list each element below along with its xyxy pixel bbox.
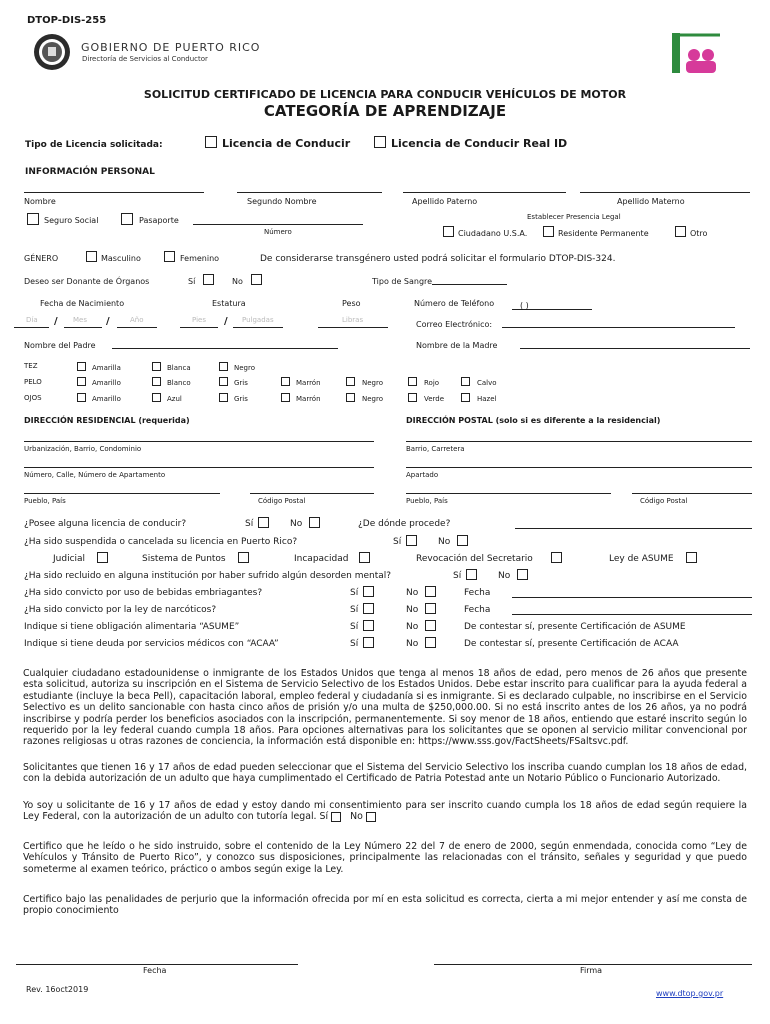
q1-from-text: ¿De dónde procede? xyxy=(358,519,451,529)
consent-si-checkbox[interactable] xyxy=(331,812,341,822)
res-pueblo-label: Pueblo, País xyxy=(24,497,66,505)
firma-label: Firma xyxy=(580,966,603,975)
materno-line[interactable] xyxy=(580,192,750,193)
pasaporte-label: Pasaporte xyxy=(139,216,179,225)
q2-no-label: No xyxy=(438,537,451,547)
puntos-checkbox[interactable] xyxy=(238,552,249,563)
q2-si-checkbox[interactable] xyxy=(406,535,417,546)
seguro-checkbox[interactable] xyxy=(27,213,39,225)
genero-label: GÉNERO xyxy=(24,254,59,263)
q7-text: Indique si tiene deuda por servicios médicos con “ACAA” xyxy=(24,639,279,649)
pelo-amarillo-checkbox[interactable] xyxy=(77,377,86,386)
telefono-area: ( ) xyxy=(520,301,529,310)
nombre-label: Nombre xyxy=(24,197,56,206)
res-calle-line[interactable] xyxy=(24,467,374,468)
correo-label: Correo Electrónico: xyxy=(416,320,493,329)
ojos-azul-label: Azul xyxy=(167,395,182,403)
telefono-label: Número de Teléfono xyxy=(414,299,495,308)
donante-si-label: Sí xyxy=(188,277,196,286)
q3-no-checkbox[interactable] xyxy=(517,569,528,580)
res-urb-line[interactable] xyxy=(24,441,374,442)
q7-note: De contestar sí, presente Certificación de ACAA xyxy=(464,639,679,649)
tez-blanca-checkbox[interactable] xyxy=(152,362,161,371)
q4-si-checkbox[interactable] xyxy=(363,586,374,597)
pelo-gris-checkbox[interactable] xyxy=(219,377,228,386)
paterno-line[interactable] xyxy=(403,192,566,193)
correo-line[interactable] xyxy=(502,327,735,328)
incapacidad-checkbox[interactable] xyxy=(359,552,370,563)
q7-si-checkbox[interactable] xyxy=(363,637,374,648)
tez-amarilla-label: Amarilla xyxy=(92,364,121,372)
q5-no-label: No xyxy=(406,605,419,615)
q2-si-label: Sí xyxy=(393,537,402,547)
slash-2: / xyxy=(106,316,110,327)
pelo-rojo-checkbox[interactable] xyxy=(408,377,417,386)
license-type-label: Tipo de Licencia solicitada: xyxy=(25,140,163,150)
q3-no-label: No xyxy=(498,571,511,581)
post-cp-line[interactable] xyxy=(632,493,752,494)
segundo-label: Segundo Nombre xyxy=(247,197,317,206)
revocacion-label: Revocación del Secretario xyxy=(416,554,533,564)
donante-no-checkbox[interactable] xyxy=(251,274,262,285)
pelo-amarillo-label: Amarillo xyxy=(92,379,121,387)
license-realid-label: Licencia de Conducir Real ID xyxy=(391,137,568,150)
asume-label: Ley de ASUME xyxy=(609,554,674,564)
pelo-negro-label: Negro xyxy=(362,379,383,387)
anio-hint: Año xyxy=(130,316,144,324)
res-calle-label: Número, Calle, Número de Apartamento xyxy=(24,471,166,479)
q5-si-checkbox[interactable] xyxy=(363,603,374,614)
incapacidad-label: Incapacidad xyxy=(294,554,349,564)
post-barrio-line[interactable] xyxy=(406,441,752,442)
post-apartado-line[interactable] xyxy=(406,467,752,468)
pulgadas-line[interactable] xyxy=(233,327,283,328)
agency-subtitle: Directoría de Servicios al Conductor xyxy=(82,55,208,63)
tez-label: TEZ xyxy=(24,362,38,370)
judicial-label: Judicial xyxy=(53,554,86,564)
paterno-label: Apellido Paterno xyxy=(412,197,478,206)
license-regular-checkbox[interactable] xyxy=(205,136,217,148)
q5-fecha-label: Fecha xyxy=(464,605,491,615)
residente-label: Residente Permanente xyxy=(558,229,649,238)
puntos-label: Sistema de Puntos xyxy=(142,554,226,564)
pelo-negro-checkbox[interactable] xyxy=(346,377,355,386)
perjury-paragraph: Certifico bajo las penalidades de perjurio que la información ofrecida por mí en esta solicitud es correcta, cierta a mi mejor entender y así me consta de propio conocimiento xyxy=(23,894,747,917)
license-regular-label: Licencia de Conducir xyxy=(222,137,351,150)
nombre-line[interactable] xyxy=(24,192,204,193)
seguro-label: Seguro Social xyxy=(44,216,99,225)
q5-no-checkbox[interactable] xyxy=(425,603,436,614)
q4-fecha-label: Fecha xyxy=(464,588,491,598)
ojos-amarillo-checkbox[interactable] xyxy=(77,393,86,402)
q6-text: Indique si tiene obligación alimentaria “ASUME” xyxy=(24,622,240,632)
pulgadas-hint: Pulgadas xyxy=(242,316,274,324)
ojos-azul-checkbox[interactable] xyxy=(152,393,161,402)
q4-text: ¿Ha sido convicto por uso de bebidas embriagantes? xyxy=(24,588,263,598)
pasaporte-checkbox[interactable] xyxy=(121,213,133,225)
q7-si-label: Sí xyxy=(350,639,359,649)
madre-line[interactable] xyxy=(520,348,750,349)
slash-3: / xyxy=(224,316,228,327)
mes-line[interactable] xyxy=(64,327,102,328)
post-address-heading: DIRECCIÓN POSTAL (solo si es diferente a la residencial) xyxy=(406,416,661,425)
q7-no-label: No xyxy=(406,639,419,649)
res-pueblo-line[interactable] xyxy=(24,493,220,494)
fecha-signature-line[interactable] xyxy=(16,964,298,965)
pelo-calvo-label: Calvo xyxy=(477,379,497,387)
q5-fecha-line[interactable] xyxy=(512,614,752,615)
consent-text: Yo soy u solicitante de 16 y 17 años de edad y estoy dando mi consentimiento para ser inscrito cuando cumpla los 18 años de edad según requiere la Ley Federal, con la autorización de un adulto con tutoría legal. xyxy=(23,800,747,823)
otro-label: Otro xyxy=(690,229,708,238)
ojos-marron-checkbox[interactable] xyxy=(281,393,290,402)
ojos-gris-checkbox[interactable] xyxy=(219,393,228,402)
femenino-label: Femenino xyxy=(180,254,220,263)
revocacion-checkbox[interactable] xyxy=(551,552,562,563)
sangre-line[interactable] xyxy=(432,284,507,285)
numero-line[interactable] xyxy=(193,224,363,225)
pelo-marron-checkbox[interactable] xyxy=(281,377,290,386)
title-line1: SOLICITUD CERTIFICADO DE LICENCIA PARA CONDUCIR VEHÍCULOS DE MOTOR xyxy=(143,88,627,101)
res-cp-line[interactable] xyxy=(250,493,374,494)
q2-no-checkbox[interactable] xyxy=(457,535,468,546)
q5-si-label: Sí xyxy=(350,605,359,615)
q1-from-line[interactable] xyxy=(515,528,752,529)
tez-negro-label: Negro xyxy=(234,364,255,372)
pelo-blanco-checkbox[interactable] xyxy=(152,377,161,386)
padre-label: Nombre del Padre xyxy=(24,341,96,350)
tez-amarilla-checkbox[interactable] xyxy=(77,362,86,371)
libras-hint: Libras xyxy=(342,316,364,324)
q5-text: ¿Ha sido convicto por la ley de narcóticos? xyxy=(24,605,217,615)
ojos-marron-label: Marrón xyxy=(296,395,321,403)
ojos-gris-label: Gris xyxy=(234,395,248,403)
q1-si-checkbox[interactable] xyxy=(258,517,269,528)
q3-si-label: Sí xyxy=(453,571,462,581)
donor-logo xyxy=(670,31,722,75)
q1-no-label: No xyxy=(290,519,303,529)
tez-negro-checkbox[interactable] xyxy=(219,362,228,371)
consent-paragraph xyxy=(23,800,747,823)
ojos-negro-checkbox[interactable] xyxy=(346,393,355,402)
consent-si-label: Sí xyxy=(319,811,329,823)
pies-line[interactable] xyxy=(180,327,218,328)
dia-hint: Día xyxy=(26,316,38,324)
ciudadano-label: Ciudadano U.S.A. xyxy=(458,229,528,238)
q6-si-checkbox[interactable] xyxy=(363,620,374,631)
q4-si-label: Sí xyxy=(350,588,359,598)
madre-label: Nombre de la Madre xyxy=(416,341,498,350)
anio-line[interactable] xyxy=(117,327,157,328)
consent-no-checkbox[interactable] xyxy=(366,812,376,822)
personal-heading: INFORMACIÓN PERSONAL xyxy=(25,167,155,177)
fecha-footer-label: Fecha xyxy=(143,966,167,975)
seal-logo xyxy=(29,32,75,72)
presencia-label: Establecer Presencia Legal xyxy=(527,213,621,221)
q1-text: ¿Posee alguna licencia de conducir? xyxy=(24,519,187,529)
q2-text: ¿Ha sido suspendida o cancelada su licencia en Puerto Rico? xyxy=(24,537,298,547)
res-urb-label: Urbanización, Barrio, Condominio xyxy=(24,445,142,453)
q3-text: ¿Ha sido recluido en alguna institución por haber sufrido algún desorden mental? xyxy=(24,571,392,581)
residente-checkbox[interactable] xyxy=(543,226,554,237)
mes-hint: Mes xyxy=(73,316,87,324)
pelo-calvo-checkbox[interactable] xyxy=(461,377,470,386)
numero-label: Número xyxy=(264,228,292,236)
otro-checkbox[interactable] xyxy=(675,226,686,237)
res-address-heading: DIRECCIÓN RESIDENCIAL (requerida) xyxy=(24,416,190,425)
padre-line[interactable] xyxy=(112,348,338,349)
form-code: DTOP-DIS-255 xyxy=(27,15,107,26)
pelo-gris-label: Gris xyxy=(234,379,248,387)
nacimiento-label: Fecha de Nacimiento xyxy=(40,299,125,308)
masculino-checkbox[interactable] xyxy=(86,251,97,262)
ojos-verde-checkbox[interactable] xyxy=(408,393,417,402)
pelo-label: PELO xyxy=(24,378,42,386)
q1-si-label: Sí xyxy=(245,519,254,529)
q6-no-label: No xyxy=(406,622,419,632)
ciudadano-checkbox[interactable] xyxy=(443,226,454,237)
q4-fecha-line[interactable] xyxy=(512,597,752,598)
q4-no-label: No xyxy=(406,588,419,598)
pies-hint: Pies xyxy=(192,316,206,324)
firma-signature-line[interactable] xyxy=(434,964,752,965)
asume-checkbox[interactable] xyxy=(686,552,697,563)
ojos-hazel-label: Hazel xyxy=(477,395,497,403)
ojos-amarillo-label: Amarillo xyxy=(92,395,121,403)
res-cp-label: Código Postal xyxy=(258,497,306,505)
ojos-verde-label: Verde xyxy=(424,395,445,403)
pelo-rojo-label: Rojo xyxy=(424,379,440,387)
agency-name: GOBIERNO DE PUERTO RICO xyxy=(81,41,261,54)
consent-no-label: No xyxy=(350,811,363,823)
peso-label: Peso xyxy=(342,299,361,308)
q6-note: De contestar sí, presente Certificación de ASUME xyxy=(464,622,686,632)
q6-si-label: Sí xyxy=(350,622,359,632)
sangre-label: Tipo de Sangre xyxy=(372,277,433,286)
femenino-checkbox[interactable] xyxy=(164,251,175,262)
estatura-label: Estatura xyxy=(212,299,246,308)
segundo-line[interactable] xyxy=(237,192,382,193)
post-cp-label: Código Postal xyxy=(640,497,688,505)
materno-label: Apellido Materno xyxy=(617,197,685,206)
q3-si-checkbox[interactable] xyxy=(466,569,477,580)
ojos-hazel-checkbox[interactable] xyxy=(461,393,470,402)
masculino-label: Masculino xyxy=(101,254,141,263)
q1-no-checkbox[interactable] xyxy=(309,517,320,528)
judicial-checkbox[interactable] xyxy=(97,552,108,563)
post-barrio-label: Barrio, Carretera xyxy=(406,445,465,453)
ojos-negro-label: Negro xyxy=(362,395,383,403)
website-link[interactable]: www.dtop.gov.pr xyxy=(656,989,724,998)
pelo-blanco-label: Blanco xyxy=(167,379,191,387)
selective-service-paragraph: Cualquier ciudadano estadounidense o inmigrante de los Estados Unidos que tenga al menos 18 años de edad, pero menos de 26 años que presente esta solicitud, autoriza su inscripción en el Sistema de Servicio Selectivo de los Estados Unidos. Debe estar inscrito para cualificar para la ayuda federal a estudiante (incluye la beca Pell), capacitación laboral, empleo federal y ciudadanía si es inmigrante. Si es declarado culpable, no inscribirse en el Servicio Selectivo es un delito sancionable con hasta cinco años de prisión y/o una multa de $250,000.00. Si no está inscrito antes de los 26 años, ya no podrá inscribirse y podría perder los beneficios asociados con la inscripción, permanentemente. Si soy menor de 18 años, entiendo que estaré inscrito según lo requerido por la ley federal cuando cumpla 18 años. Para opciones alternativas para los solicitantes que se oponen al servicio militar convencional por razones religiosas u otras razones de conciencia, la información está disponible en: https://www.sss.gov/FactSheets/FSaltsvc.pdf. xyxy=(23,668,747,748)
ojos-label: OJOS xyxy=(24,394,42,402)
donante-no-label: No xyxy=(232,277,243,286)
post-pueblo-line[interactable] xyxy=(406,493,611,494)
title-line2: CATEGORÍA DE APRENDIZAJE xyxy=(263,102,507,120)
post-pueblo-label: Pueblo, País xyxy=(406,497,448,505)
dia-line[interactable] xyxy=(14,327,49,328)
donante-label: Deseo ser Donante de Órganos xyxy=(24,277,150,286)
donante-si-checkbox[interactable] xyxy=(203,274,214,285)
q6-no-checkbox[interactable] xyxy=(425,620,436,631)
tez-blanca-label: Blanca xyxy=(167,364,191,372)
q4-no-checkbox[interactable] xyxy=(425,586,436,597)
slash-1: / xyxy=(54,316,58,327)
post-apartado-label: Apartado xyxy=(406,471,439,479)
certify-law-paragraph: Certifico que he leído o he sido instruido, sobre el contenido de la Ley Número 22 del 7 de enero de 2000, según enmendada, conocida como “Ley de Vehículos y Tránsito de Puerto Rico”, y conozco sus disposiciones, principalmente las relacionadas con el tránsito, señales y seguridad y que puedo someterme al examen teórico, práctico o ambos según exige la Ley. xyxy=(23,841,747,875)
license-realid-checkbox[interactable] xyxy=(374,136,386,148)
transgenero-note: De considerarse transgénero usted podrá solicitar el formulario DTOP-DIS-324. xyxy=(260,254,616,264)
libras-line[interactable] xyxy=(318,327,388,328)
pelo-marron-label: Marrón xyxy=(296,379,321,387)
revision-label: Rev. 16oct2019 xyxy=(26,985,89,994)
minor-paragraph: Solicitantes que tienen 16 y 17 años de edad pueden seleccionar que el Sistema del Servicio Selectivo los inscriba cuando cumplan los 18 años de edad, con la debida autorización de un adulto que haya cumplimentado el Certificado de Patria Potestad ante un Notario Público o Funcionario Autorizado. xyxy=(23,762,747,785)
q7-no-checkbox[interactable] xyxy=(425,637,436,648)
